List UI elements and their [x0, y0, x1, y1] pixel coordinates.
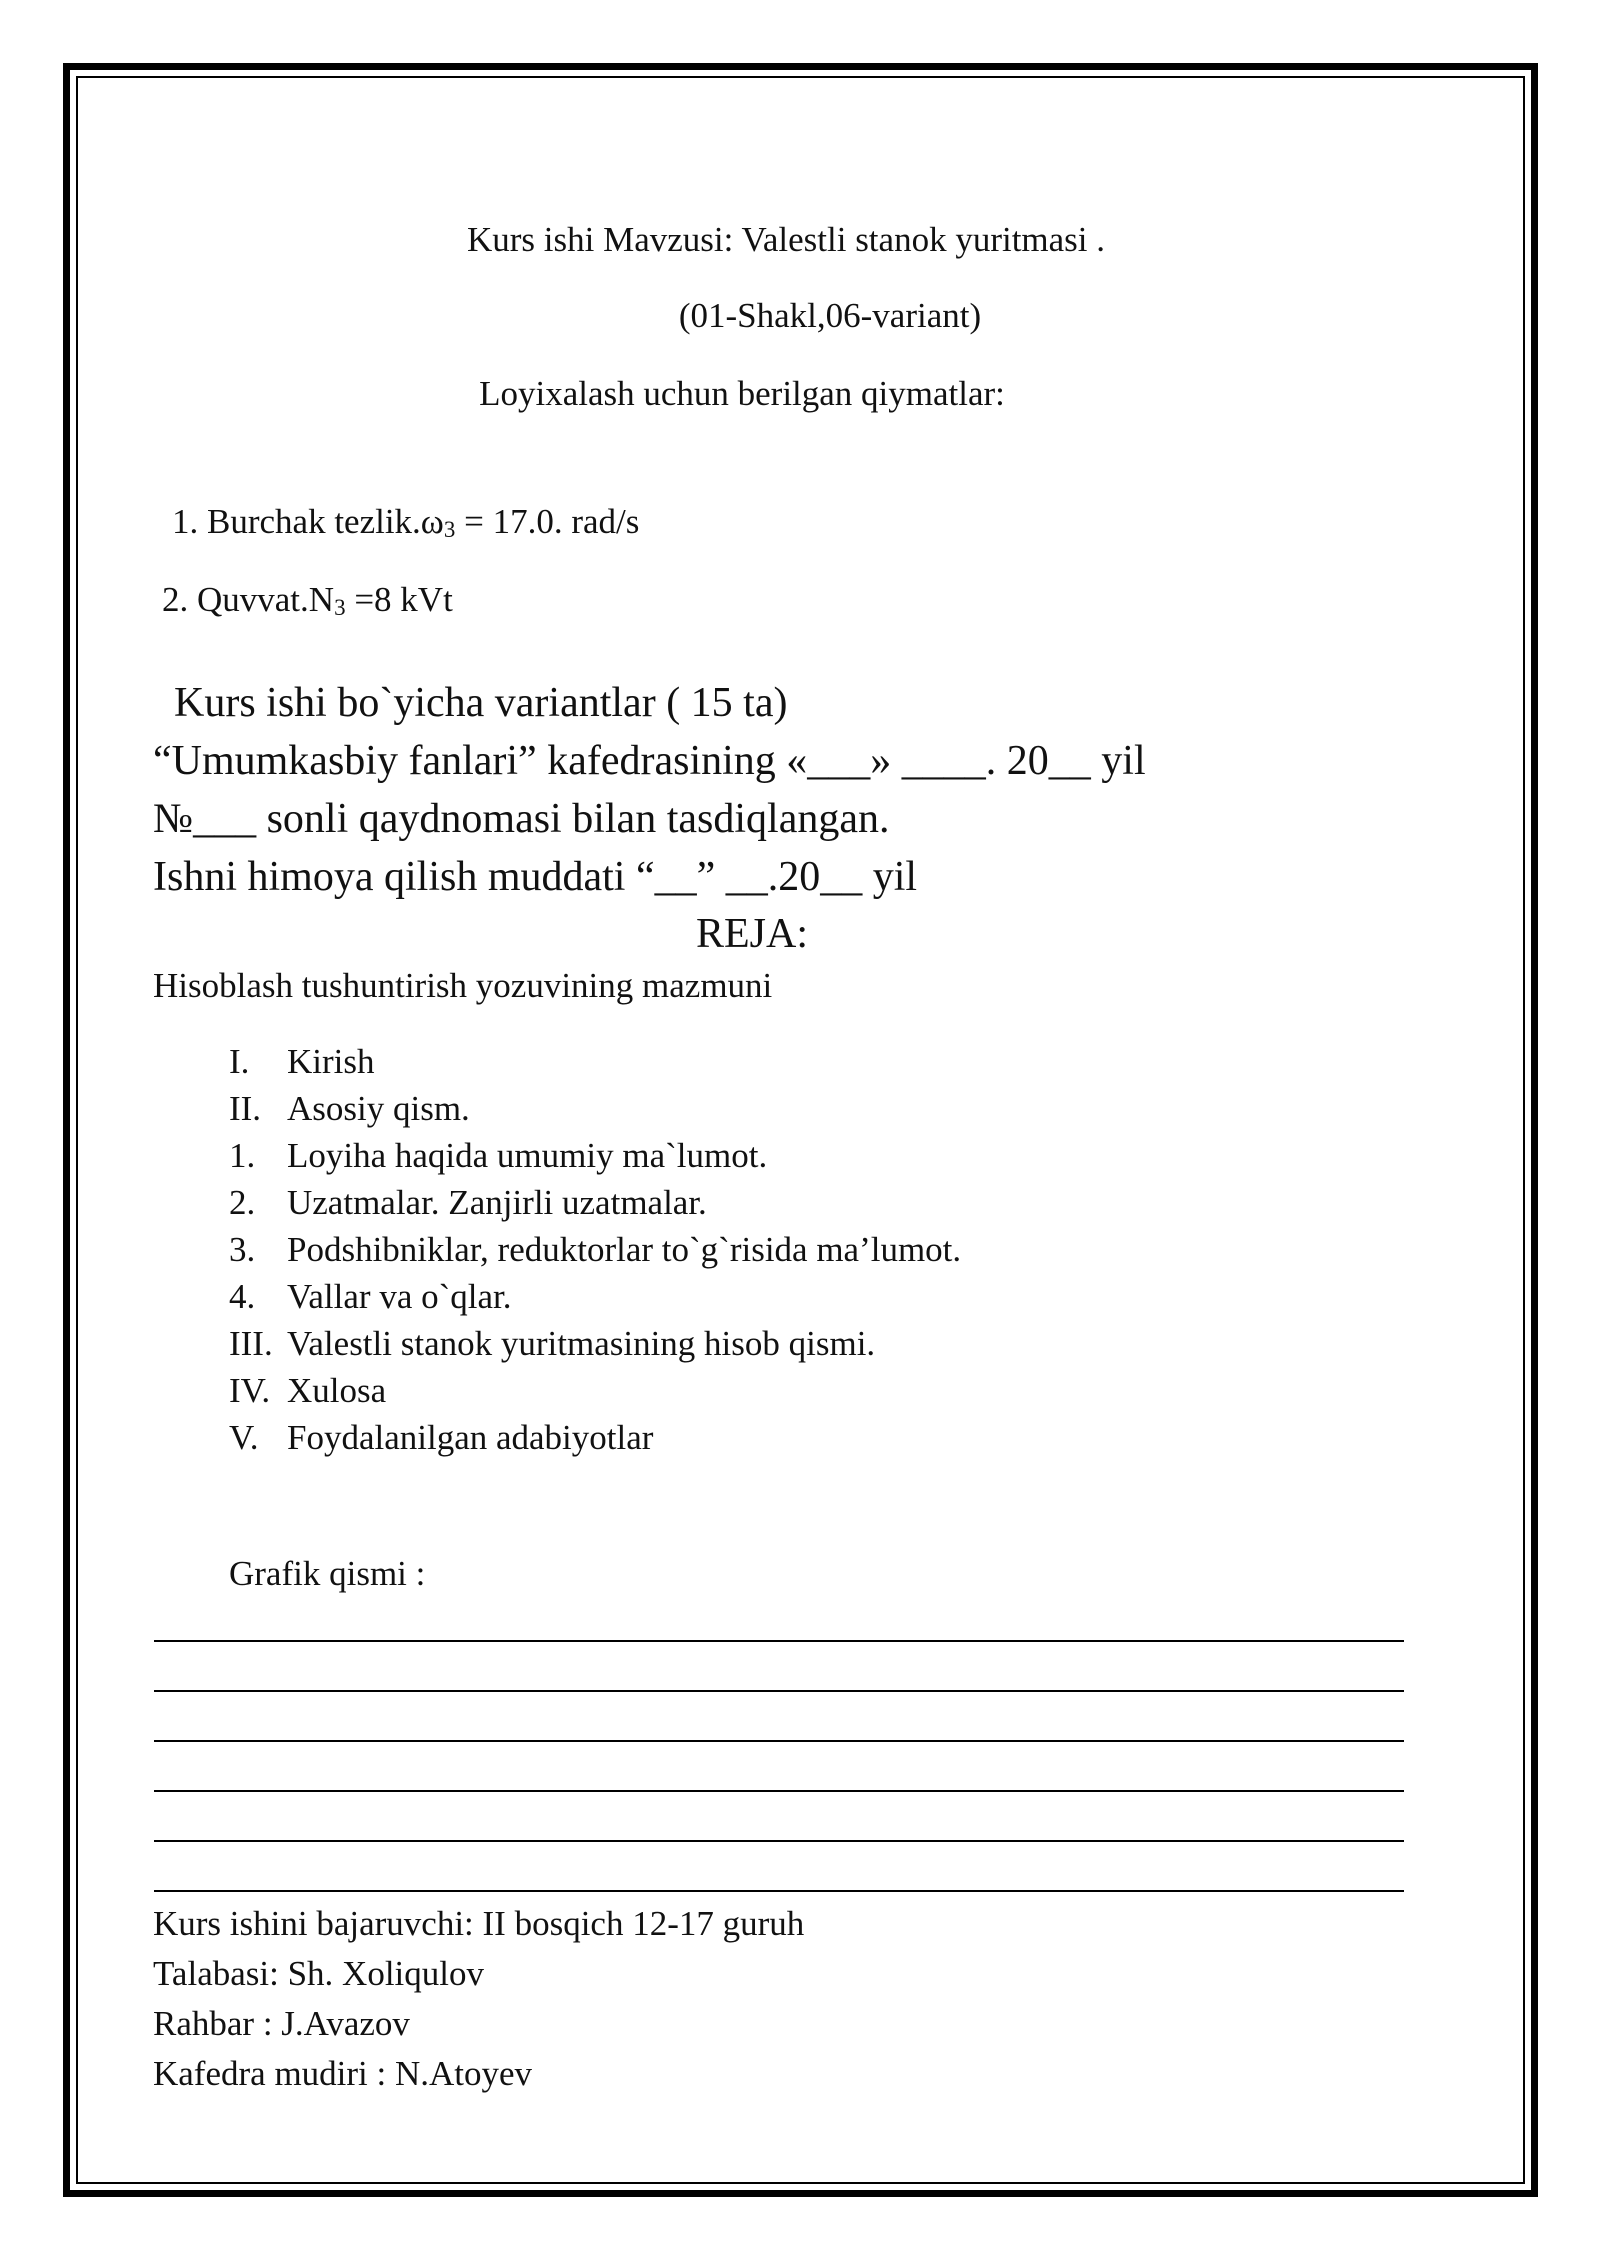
variant-label: (01-Shakl,06-variant) — [678, 296, 982, 335]
student-line: Talabasi: Sh. Xoliqulov — [153, 1954, 484, 1993]
blank-line-1 — [154, 1640, 1404, 1642]
blank-line-2 — [154, 1690, 1404, 1692]
blank-line-6 — [154, 1890, 1404, 1892]
given-values-title: Loyixalash uchun berilgan qiymatlar: — [479, 374, 1005, 413]
defense-deadline-line: Ishni himoya qilish muddati “__” __.20__ yil — [153, 854, 918, 900]
blank-line-4 — [154, 1790, 1404, 1792]
executor-line: Kurs ishini bajaruvchi: II bosqich 12-17 guruh — [153, 1904, 805, 1943]
department-approval-line: “Umumkasbiy fanlari” kafedrasining «___» ____. 20__ yil — [153, 738, 1146, 784]
power-line: 2. $Quvvat.N_3 =8$ kVt — [162, 580, 453, 620]
blank-line-3 — [154, 1740, 1404, 1742]
course-topic: Kurs ishi Mavzusi: Valestli stanok yuritmasi . — [466, 220, 1106, 259]
blank-line-5 — [154, 1840, 1404, 1842]
record-number-line: №___ sonli qaydnomasi bilan tasdiqlangan. — [153, 796, 890, 842]
variants-count-line: Kurs ishi bo`yicha variantlar ( 15 ta) — [174, 680, 788, 726]
plan-subtitle: Hisoblash tushuntirish yozuvining mazmuni — [153, 966, 773, 1005]
supervisor-line: Rahbar : J.Avazov — [153, 2004, 410, 2043]
plan-title: REJA: — [695, 911, 809, 957]
department-head-line: Kafedra mudiri : N.Atoyev — [153, 2054, 533, 2093]
graphic-part-label: Grafik qismi : — [229, 1554, 426, 1593]
angular-speed-line: 1. Burchak $tezlik.\omega_3 = 17.0$. rad/s — [172, 502, 640, 542]
